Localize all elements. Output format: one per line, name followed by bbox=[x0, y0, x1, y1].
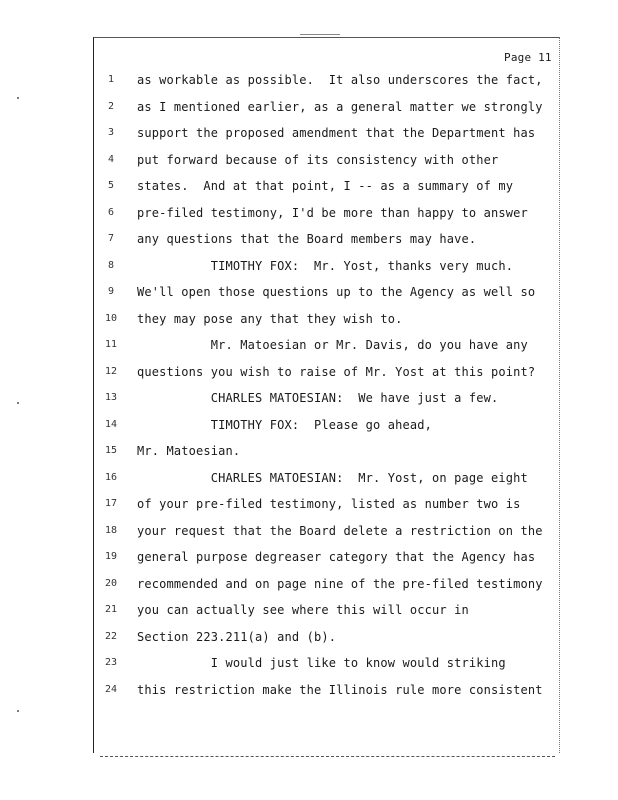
scan-speck bbox=[17, 402, 19, 404]
line-number: 11 bbox=[104, 339, 118, 350]
bottom-rule bbox=[100, 756, 555, 757]
transcript-line: CHARLES MATOESIAN: Mr. Yost, on page eight bbox=[137, 471, 528, 485]
scan-artifact-top bbox=[300, 34, 340, 35]
transcript-line: We'll open those questions up to the Agency as well so bbox=[137, 285, 536, 299]
line-number: 21 bbox=[104, 604, 118, 615]
transcript-line: recommended and on page nine of the pre-filed testimony bbox=[137, 577, 543, 591]
transcript-line: they may pose any that they wish to. bbox=[137, 312, 403, 326]
transcript-line: TIMOTHY FOX: Please go ahead, bbox=[137, 418, 432, 432]
transcript-line: questions you wish to raise of Mr. Yost at this point? bbox=[137, 365, 536, 379]
transcript-line: any questions that the Board members may have. bbox=[137, 232, 477, 246]
scan-speck bbox=[17, 710, 19, 712]
line-number: 24 bbox=[104, 684, 118, 695]
transcript-line: your request that the Board delete a restriction on the bbox=[137, 524, 543, 538]
transcript-line: Section 223.211(a) and (b). bbox=[137, 630, 337, 644]
transcript-line: Mr. Matoesian. bbox=[137, 444, 241, 458]
transcript-line: I would just like to know would striking bbox=[137, 656, 506, 670]
transcript-line: states. And at that point, I -- as a summary of my bbox=[137, 179, 514, 193]
transcript-line: TIMOTHY FOX: Mr. Yost, thanks very much. bbox=[137, 259, 514, 273]
line-number: 13 bbox=[104, 392, 118, 403]
line-number: 5 bbox=[107, 180, 115, 191]
line-number: 18 bbox=[104, 525, 118, 536]
line-number: 1 bbox=[107, 74, 115, 85]
transcript-line: you can actually see where this will occur in bbox=[137, 603, 469, 617]
transcript-line: support the proposed amendment that the Department has bbox=[137, 126, 536, 140]
transcript-line: as workable as possible. It also underscores the fact, bbox=[137, 73, 543, 87]
transcript-line: of your pre-filed testimony, listed as number two is bbox=[137, 497, 521, 511]
line-number: 12 bbox=[104, 366, 118, 377]
line-number: 2 bbox=[107, 101, 115, 112]
line-number: 14 bbox=[104, 419, 118, 430]
line-number: 8 bbox=[107, 260, 115, 271]
line-number: 6 bbox=[107, 207, 115, 218]
line-number: 10 bbox=[104, 313, 118, 324]
line-number: 22 bbox=[104, 631, 118, 642]
transcript-line: general purpose degreaser category that the Agency has bbox=[137, 550, 536, 564]
line-number: 3 bbox=[107, 127, 115, 138]
line-number: 16 bbox=[104, 472, 118, 483]
line-number: 19 bbox=[104, 551, 118, 562]
line-number: 23 bbox=[104, 657, 118, 668]
line-number: 17 bbox=[104, 498, 118, 509]
transcript-line: this restriction make the Illinois rule more consistent bbox=[137, 683, 543, 697]
transcript-line: Mr. Matoesian or Mr. Davis, do you have any bbox=[137, 338, 528, 352]
page-number-label: Page 11 bbox=[504, 51, 552, 64]
line-number: 9 bbox=[107, 286, 115, 297]
transcript-line: CHARLES MATOESIAN: We have just a few. bbox=[137, 391, 499, 405]
transcript-line: put forward because of its consistency with other bbox=[137, 153, 499, 167]
line-number: 15 bbox=[104, 445, 118, 456]
line-number: 20 bbox=[104, 578, 118, 589]
scan-speck bbox=[17, 97, 19, 99]
transcript-line: pre-filed testimony, I'd be more than happy to answer bbox=[137, 206, 528, 220]
line-number: 4 bbox=[107, 154, 115, 165]
line-number: 7 bbox=[107, 233, 115, 244]
transcript-line: as I mentioned earlier, as a general matter we strongly bbox=[137, 100, 543, 114]
